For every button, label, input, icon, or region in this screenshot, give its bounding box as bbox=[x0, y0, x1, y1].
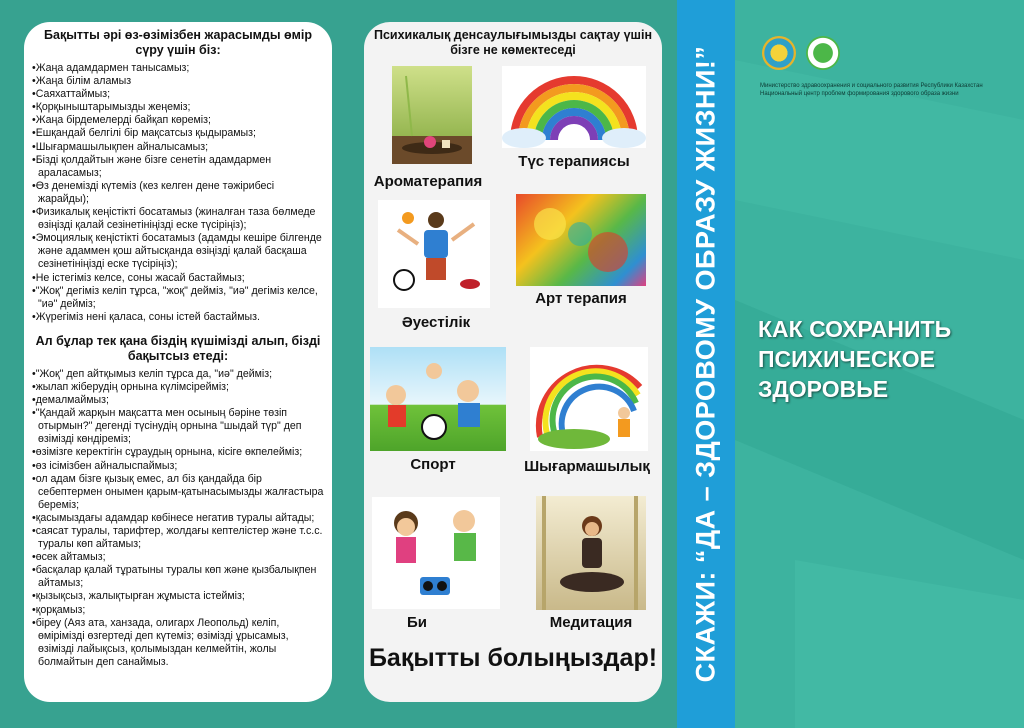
kazakhstan-emblem-icon bbox=[762, 36, 796, 70]
left-text-panel bbox=[24, 22, 332, 702]
list-item: • Өз денемізді күтеміз (кез келген дене тәжірибесі жарайды); bbox=[32, 180, 326, 206]
list-item: • "Жоқ" деп айтқымыз келіп тұрса да, "иә" дейміз; bbox=[32, 368, 326, 381]
center-line: Национальный центр проблем формирования здорового образа жизни bbox=[760, 91, 959, 97]
therapy-heading: Психикалық денсаулығымызды сақтау үшін бізге не көмектеседі bbox=[373, 28, 652, 57]
organization-text bbox=[760, 82, 1010, 98]
list-item: • демалмаймыз; bbox=[32, 394, 326, 407]
unhappiness-list bbox=[24, 368, 332, 669]
ministry-line: Министерство здравоохранения и социального развития Республики Казахстан bbox=[760, 83, 983, 89]
art-therapy-caption: Арт терапия bbox=[535, 290, 627, 307]
list-item: • Бізді қолдайтын және бізге сенетін адамдармен араласамыз; bbox=[32, 154, 326, 180]
list-item: • біреу (Аяз ата, ханзада, олигарх Леопольд) келіп, өмірімізді өзгертеді деп күтеміз; өзімізді ұрысамыз, өзімізді лайықсыз, қолымыздан келмейтін, жолы болмайтын деп санаймыз. bbox=[32, 617, 326, 669]
unhappiness-heading: Ал бұлар тек қана біздің күшімізді алып, бізді бақытсыз етеді: bbox=[35, 333, 321, 363]
creativity-image bbox=[530, 347, 648, 451]
list-item: • саясат туралы, тарифтер, жолдағы кептелістер және т.с.с. туралы көп айтамыз; bbox=[32, 525, 326, 551]
list-item: • Саяхаттаймыз; bbox=[32, 88, 326, 101]
list-item: • өсек айтамыз; bbox=[32, 551, 326, 564]
list-item: • Шығармашылықпен айналысамыз; bbox=[32, 141, 326, 154]
list-item: • "Қандай жарқын мақсатта мен осының бәріне төзіп отырмын?" дегенді түсінудің орнына "шыдай түр" деп өзімізді көндіреміз; bbox=[32, 407, 326, 446]
happiness-list bbox=[24, 62, 332, 324]
list-item: • өз ісімізбен айналыспаймыз; bbox=[32, 460, 326, 473]
color-therapy-caption: Түс терапиясы bbox=[518, 153, 630, 170]
list-item: • басқалар қалай тұратыны туралы көп және қызбалықпен айтамыз; bbox=[32, 564, 326, 590]
list-item: • Ешқандай белгілі бір мақсатсыз қыдырамыз; bbox=[32, 127, 326, 140]
list-item: • Жүрегіміз нені қаласа, соны істей бастаймыз. bbox=[32, 311, 326, 324]
dance-caption: Би bbox=[406, 614, 427, 631]
dance-image bbox=[372, 497, 500, 609]
aromatherapy-image bbox=[392, 66, 472, 164]
list-item: • Эмоциялық кеңістікті босатамыз (адамды кешіре білгенде және адаммен қош айтысқанда өзіңізді қалай басқаша сезінетініңізді еске түсіріңіз); bbox=[32, 232, 326, 271]
art-therapy-image bbox=[516, 194, 646, 286]
list-item: • жылап жіберудің орнына күлімсірейміз; bbox=[32, 381, 326, 394]
health-center-logo-icon bbox=[806, 36, 840, 70]
list-item: • қасымыздағы адамдар көбінесе негатив туралы айтады; bbox=[32, 512, 326, 525]
list-item: • Физикалық кеңістікті босатамыз (жиналған таза бөлмеде өзіңізді қалай сезінетініңізді еске түсіріңіз); bbox=[32, 206, 326, 232]
meditation-caption: Медитация bbox=[549, 614, 633, 631]
list-item: • Жаңа білім аламыз bbox=[32, 75, 326, 88]
sport-image bbox=[370, 347, 506, 451]
slogan-text: СКАЖИ: “ДА – ЗДОРОВОМУ ОБРАЗУ ЖИЗНИ!” bbox=[690, 45, 721, 683]
creativity-caption: Шығармашылық bbox=[524, 458, 650, 475]
brochure-title: КАК СОХРАНИТЬ ПСИХИЧЕСКОЕ ЗДОРОВЬЕ bbox=[758, 316, 952, 402]
meditation-image bbox=[536, 496, 646, 610]
hobby-caption: Әуестілік bbox=[401, 314, 471, 331]
list-item: • қорқамыз; bbox=[32, 604, 326, 617]
list-item: • өзімізге керектігін сұраудың орнына, кісіге өкпелейміз; bbox=[32, 446, 326, 459]
sport-caption: Спорт bbox=[410, 456, 456, 473]
list-item: • "Жоқ" дегіміз келіп тұрса, "жоқ" дейміз, "иә" дегіміз келсе, "иә" дейміз; bbox=[32, 285, 326, 311]
list-item: • Не істегіміз келсе, соны жасай бастаймыз; bbox=[32, 272, 326, 285]
hobby-image bbox=[378, 200, 490, 308]
list-item: • Қорқыныштарымызды жеңеміз; bbox=[32, 101, 326, 114]
be-happy-closing: Бақытты болыңыздар! bbox=[368, 644, 658, 672]
list-item: • ол адам бізге қызық емес, ал біз қандайда бір себептермен онымен қарым-қатынасымызды жалғастыра береміз; bbox=[32, 473, 326, 512]
color-therapy-image bbox=[502, 66, 646, 148]
happiness-heading: Бақытты әрі өз-өзімізбен жарасымды өмір сүру үшін біз: bbox=[44, 28, 312, 57]
aromatherapy-caption: Ароматерапия bbox=[373, 173, 483, 190]
list-item: • Жаңа бірдемелерді байқап көреміз; bbox=[32, 114, 326, 127]
list-item: • қызықсыз, жалықтырған жұмыста істейміз; bbox=[32, 590, 326, 603]
list-item: • Жаңа адамдармен танысамыз; bbox=[32, 62, 326, 75]
